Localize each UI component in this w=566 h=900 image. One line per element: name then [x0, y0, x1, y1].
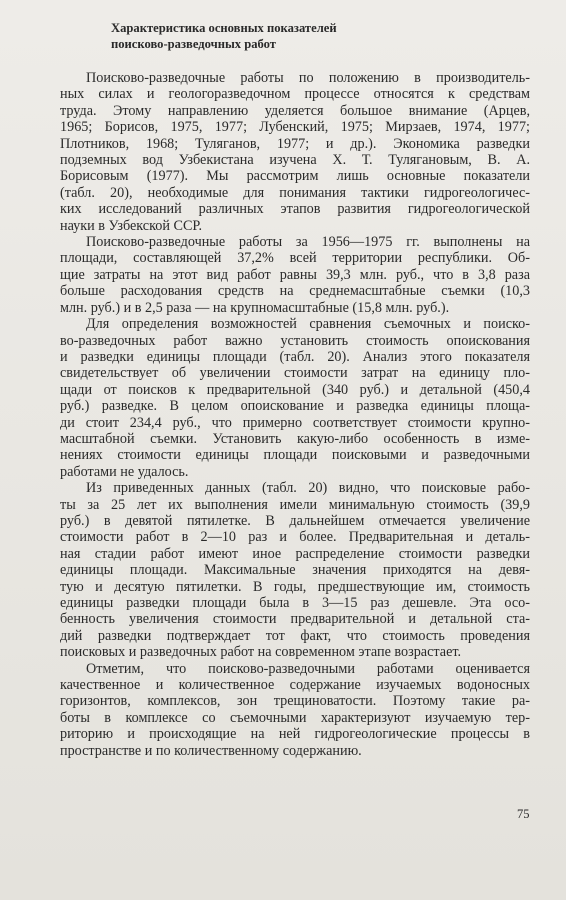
text-line: Из приведенных данных (табл. 20) видно, что поисковые рабо- — [86, 480, 530, 497]
text-line: риторию и происходящие на ней гидрогеологические процессы в — [60, 726, 530, 743]
text-line: свидетельствует об увеличении стоимости затрат на единицу пло- — [60, 365, 530, 382]
text-line: поисковых и разведочных работ на современном этапе возрастает. — [60, 644, 462, 661]
text-line: науки в Узбекской ССР. — [60, 217, 203, 234]
text-line: тую и десятую пятилетки. В годы, предшествующие им, стоимость — [60, 578, 530, 595]
text-line: ди стоит 234,4 руб., что примерно соответствует стоимости крупно- — [60, 414, 530, 431]
text-line: нениях стоимости единицы площади поисковыми и разведочными — [60, 447, 530, 464]
text-line: и разведки единицы площади (табл. 20). Анализ этого показателя — [60, 348, 530, 365]
paragraph — [60, 70, 530, 234]
text-line: Отметим, что поисково-разведочными работами оценивается — [86, 660, 530, 677]
paragraph — [60, 661, 530, 759]
text-line: качественное и количественное содержание изучаемых водоносных — [60, 677, 530, 694]
text-line: дий разведки подтверждает тот факт, что стоимость проведения — [60, 627, 530, 644]
text-line: Борисовым (1977). Мы рассмотрим лишь основные показатели — [60, 168, 530, 185]
text-line: труда. Этому направлению уделяется большое внимание (Арцев, — [60, 102, 530, 119]
text-line: горизонтов, комплексов, зон трещиноватости. Поэтому такие ра- — [60, 693, 530, 710]
text-line: Плотников, 1968; Туляганов, 1977; и др.). Экономика разведки — [60, 135, 530, 152]
text-line: подземных вод Узбекистана изучена Х. Т. Тулягановым, В. А. — [60, 152, 530, 169]
text-line: ких исследований различных этапов развития гидрогеологической — [60, 201, 530, 218]
text-line: Поисково-разведочные работы по положению в производитель- — [86, 70, 530, 86]
text-line: пространстве и по количественному содержанию. — [60, 742, 362, 759]
text-line: ты за 25 лет их выполнения имели минимальную стоимость (39,9 — [60, 496, 530, 513]
text-line: млн. руб.) и в 2,5 раза — на крупномасштабные (15,8 млн. руб.). — [60, 299, 450, 316]
text-line: бенность увеличения стоимости предварительной и детальной ста- — [60, 611, 530, 628]
section-heading — [111, 20, 411, 52]
text-line: единицы разведки площади была в 3—15 раз дешевле. Эта осо- — [60, 595, 530, 611]
text-line: щади от поисков к предварительной (340 руб.) и детальной (450,4 — [60, 381, 530, 398]
text-line: руб.) в девятой пятилетке. В дальнейшем отмечается увеличение — [60, 512, 530, 529]
text-line: стоимости работ в 2—10 раз и более. Предварительная и деталь- — [60, 529, 530, 546]
text-line: (табл. 20), необходимые для понимания тактики гидрогеологичес- — [60, 184, 530, 201]
text-line: во-разведочных работ важно установить стоимость опоискования — [60, 332, 530, 349]
text-line: масштабной съемки. Установить какую-либо особенность в изме- — [60, 430, 530, 447]
text-line: единицы площади. Максимальные значения приходятся на девя- — [60, 562, 530, 579]
paragraph — [60, 480, 530, 660]
text-line: ная стадии работ имеют иное распределение стоимости разведки — [60, 545, 530, 562]
section-heading-line-2: поисково-разведочных работ — [111, 37, 276, 51]
text-line: щие затраты на этот вид работ равны 39,3 млн. руб., что в 3,8 раза — [60, 266, 530, 283]
text-line: боты в комплексе со съемочными характеризуют изучаемую тер- — [60, 709, 530, 726]
text-line: больше расходования средств на среднемасштабные съемки (10,3 — [60, 283, 530, 300]
text-line: 1965; Борисов, 1975, 1977; Лубенский, 1975; Мирзаев, 1974, 1977; — [60, 119, 530, 136]
text-line: ных силах и геологоразведочном процессе относятся к средствам — [60, 86, 530, 103]
body-text — [60, 70, 530, 759]
text-line: Поисково-разведочные работы за 1956—1975 гг. выполнены на — [86, 234, 530, 251]
page-number: 75 — [517, 807, 530, 821]
text-line: работами не удалось. — [60, 463, 189, 480]
text-line: руб.) разведке. В целом опоискование и разведка единицы площа- — [60, 398, 530, 415]
text-line: площади, составляющей 37,2% всей территории республики. Об- — [60, 250, 530, 267]
text-line: Для определения возможностей сравнения съемочных и поиско- — [86, 316, 530, 333]
paragraph — [60, 316, 530, 480]
paragraph — [60, 234, 530, 316]
section-heading-line-1: Характеристика основных показателей — [111, 21, 337, 35]
